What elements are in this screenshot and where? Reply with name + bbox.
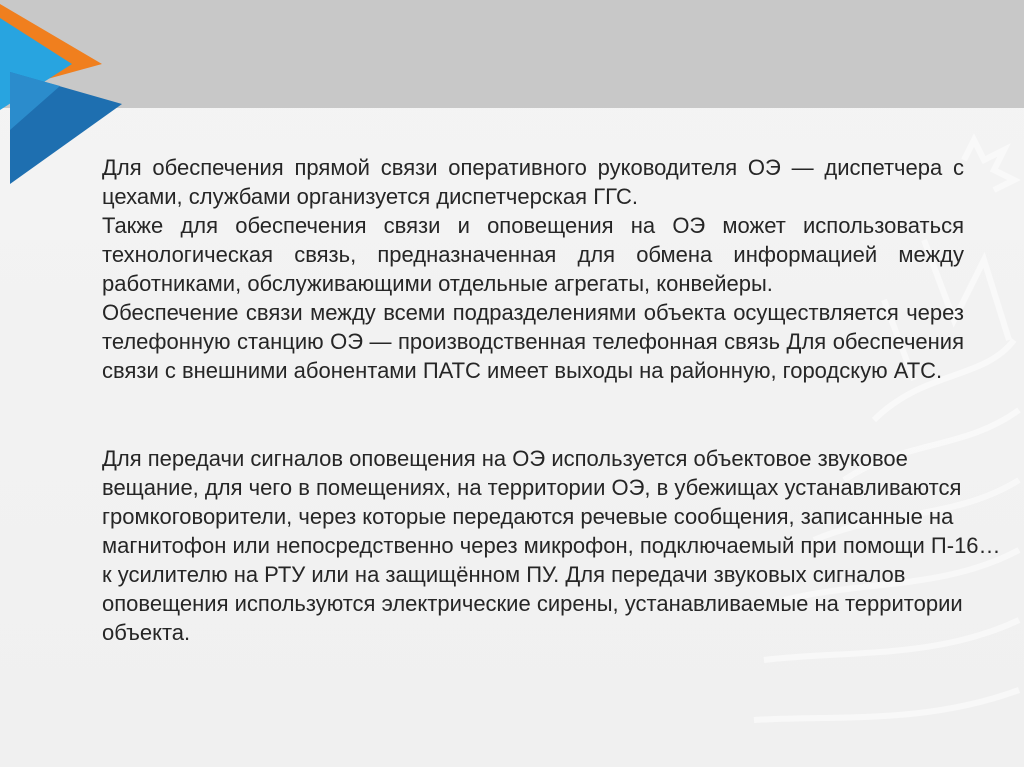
paragraph-pats: Обеспечение связи между всеми подразделениями объекта осуществляется через телефонную станцию ОЭ — производственная телефонная связь Для обеспечения связи с внешними абонентами ПАТС имеет выходы на районную, городскую АТС. bbox=[102, 300, 964, 383]
paragraph-ggs: Для обеспечения прямой связи оперативного руководителя ОЭ — диспетчера с цехами, службами организуется диспетчерская ГГС. bbox=[102, 155, 964, 209]
main-text-block bbox=[102, 153, 964, 385]
paragraph-notification: Для передачи сигналов оповещения на ОЭ используется объектовое звуковое вещание, для чего в помещениях, на территории ОЭ, в убежищах устанавливаются громкоговорители, через которые передаются речевые сообщения, записанные на магнитофон или непосредственно через микрофон, подключаемый при помощи П-16… к усилителю на РТУ или на защищённом ПУ. Для передачи звуковых сигналов оповещения используются электрические сирены, устанавливаемые на территории объекта. bbox=[102, 446, 1001, 645]
second-text-block bbox=[102, 444, 1002, 647]
header-band bbox=[0, 0, 1024, 108]
paragraph-tech-comm: Также для обеспечения связи и оповещения на ОЭ может использоваться технологическая связь, предназначенная для обмена информацией между работниками, обслуживающими отдельные агрегаты, конвейеры. bbox=[102, 213, 964, 296]
